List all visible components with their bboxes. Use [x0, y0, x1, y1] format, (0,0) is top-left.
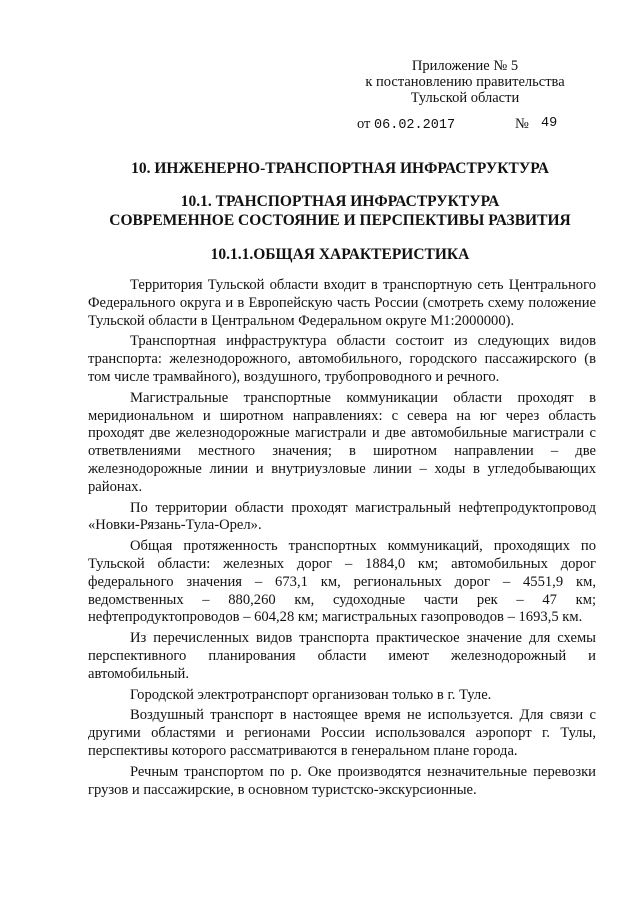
subsection-heading [60, 192, 620, 230]
appendix-title: Приложение № 5 [411, 58, 519, 74]
decree-number: 49 [541, 116, 558, 131]
paragraph: Из перечисленных видов транспорта практическое значение для схемы перспективного планирования области имеют железнодорожный и автомобильный. [88, 630, 596, 682]
paragraph: Общая протяженность транспортных коммуникаций, проходящих по Тульской области: железных дорог – 1884,0 км; автомобильных дорог федерального значения – 673,1 км, региональных дорог – 4551,9 км, ведомственных – 880,260 км, судоходные части рек – 47 км; нефтепродуктопроводов – 604,28 км; магистральных газопроводов – 1693,5 км. [88, 538, 596, 626]
paragraph: Территория Тульской области входит в транспортную сеть Центрального Федерального округа и в Европейскую часть России (смотреть схему положение Тульской области в Центральном Федеральном округе М1:2000000). [88, 277, 596, 329]
paragraph: Городской электротранспорт организован только в г. Туле. [130, 686, 492, 703]
paragraph: Магистральные транспортные коммуникации области проходят в меридиональном и широтном направлениях: с севера на юг через область проходят две железнодорожные магистрали и две автомобильные магистрали с ответвлениями местного значения; в широтном направлении – две железнодорожные линии и внутриузловые линии – ходы в угледобывающих районах. [88, 389, 596, 495]
appendix-subtitle: к постановлению правительства [365, 74, 565, 90]
decree-number-sign: № [515, 116, 529, 132]
subsection-heading-line2: СОВРЕМЕННОЕ СОСТОЯНИЕ И ПЕРСПЕКТИВЫ РАЗВИТИЯ [109, 212, 571, 229]
appendix-header [330, 58, 600, 106]
section-heading: 10. ИНЖЕНЕРНО-ТРАНСПОРТНАЯ ИНФРАСТРУКТУРА [131, 160, 549, 177]
appendix-region: Тульской области [410, 90, 520, 106]
decree-date-prefix: от [357, 116, 371, 132]
body-text [88, 277, 596, 802]
subsection-heading-line1: 10.1. ТРАНСПОРТНАЯ ИНФРАСТРУКТУРА [180, 193, 500, 210]
paragraph: Речным транспортом по р. Оке производятся незначительные перевозки грузов и пассажирские, в основном туристско-экскурсионные. [88, 763, 596, 798]
subsubsection-heading: 10.1.1.ОБЩАЯ ХАРАКТЕРИСТИКА [210, 246, 470, 263]
decree-date: 06.02.2017 [374, 118, 456, 133]
paragraph: Транспортная инфраструктура области состоит из следующих видов транспорта: железнодорожного, автомобильного, городского пассажирского (в том числе трамвайного), воздушного, трубопроводного и речного. [88, 333, 596, 385]
paragraph: По территории области проходят магистральный нефтепродуктопровод «Новки-Рязань-Тула-Орел». [88, 499, 596, 534]
decree-line [357, 116, 597, 133]
paragraph: Воздушный транспорт в настоящее время не используется. Для связи с другими областями и регионами России использовался аэропорт г. Тулы, перспективы которого рассматриваются в генеральном плане города. [88, 707, 596, 759]
